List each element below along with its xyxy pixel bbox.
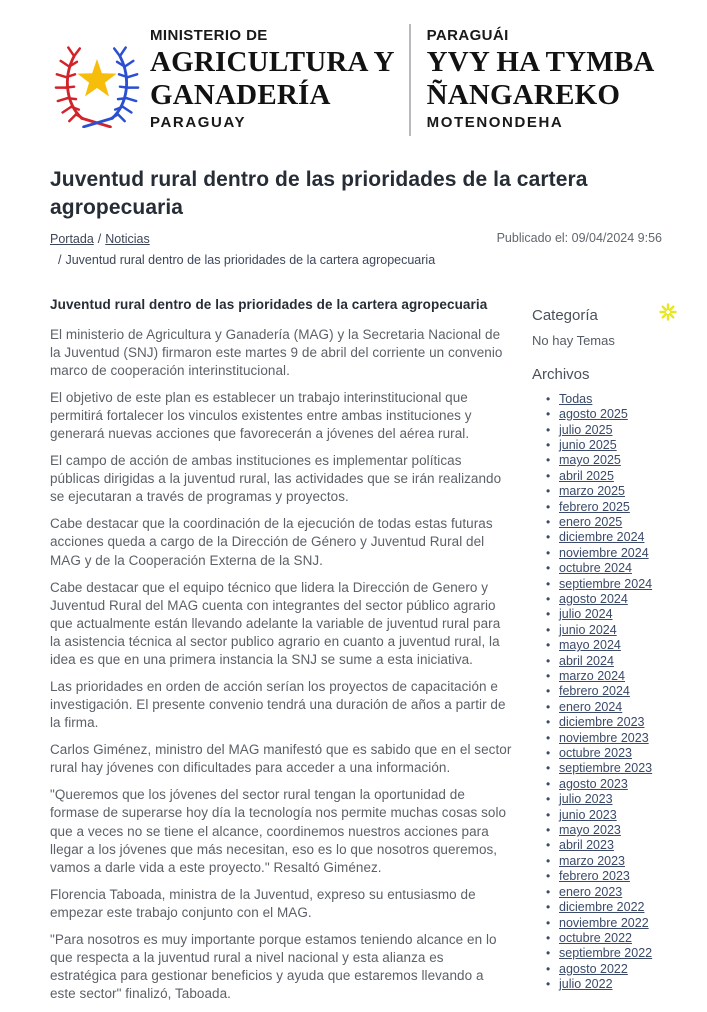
archive-list-item [532, 761, 682, 776]
article-heading: Juventud rural dentro de las prioridades de la cartera agropecuaria [50, 296, 488, 312]
archive-list-item [532, 407, 682, 422]
guarani-logo-text [427, 27, 655, 132]
archive-list-item [532, 484, 682, 499]
breadcrumb-line1 [50, 230, 435, 248]
archive-link[interactable]: marzo 2024 [559, 669, 626, 683]
logo-left-top: MINISTERIO DE [150, 27, 268, 45]
archive-list-item [532, 438, 682, 453]
logo-left-line2: GANADERÍA [150, 78, 331, 111]
star-icon [77, 59, 116, 97]
archive-link[interactable]: noviembre 2022 [559, 915, 649, 930]
archive-list-item [532, 977, 682, 992]
archive-list-item [532, 885, 682, 900]
article-paragraph: El objetivo de este plan es establecer un trabajo interinstitucional que permitirá fortalecer los vinculos existentes entre ambas instituciones y generará nuevas acciones que favorecerán a jóvenes del aérea rural. [50, 389, 472, 442]
archive-list-item [532, 715, 682, 730]
main-content [50, 297, 682, 1012]
archive-list-item [532, 869, 682, 884]
archive-link[interactable]: enero 2024 [559, 699, 623, 714]
archive-link[interactable]: marzo 2023 [559, 853, 626, 868]
breadcrumb-separator: / [97, 232, 102, 247]
archive-link[interactable]: diciembre 2022 [559, 900, 645, 915]
archive-list-item [532, 684, 682, 699]
archive-link[interactable]: julio 2023 [559, 792, 613, 807]
archive-link[interactable]: julio 2022 [559, 977, 613, 992]
article-paragraph: "Queremos que los jóvenes del sector rural tengan la oportunidad de formase de superarse hoy día la tecnología nos permite muchas cosas solo que a veces no se tiene el alcance, coordinemos nuestros acciones para llegar a los jóvenes que más necesitan, eso es lo que nosotros queremos, vamos a darle vida a este proyecto." Resaltó Giménez. [50, 787, 507, 875]
article-paragraph: Las prioridades en orden de acción serían los proyectos de capacitación e investigación. El presente convenio tendrá una duración de años a partir de la firma. [50, 679, 506, 731]
archive-list-item [532, 854, 682, 869]
archive-list-item [532, 700, 682, 715]
archive-list-item [532, 654, 682, 669]
logo-right-line2: ÑANGAREKO [426, 78, 621, 111]
archive-link[interactable]: octubre 2023 [559, 746, 632, 761]
sidebar [532, 297, 682, 1012]
archive-link[interactable]: agosto 2024 [559, 591, 628, 606]
archives-title: Archivos [532, 365, 590, 383]
archive-list-item [532, 838, 682, 853]
archive-link[interactable]: junio 2025 [559, 437, 617, 452]
archive-link[interactable]: septiembre 2024 [559, 576, 653, 591]
archive-list-item [532, 731, 682, 746]
archive-list-item [532, 808, 682, 823]
meta-row [50, 230, 662, 268]
page-title: Juventud rural dentro de las prioridades de la cartera agropecuaria [50, 168, 588, 219]
archive-list-item [532, 423, 682, 438]
archive-link[interactable]: febrero 2024 [559, 684, 630, 699]
article-paragraph: Cabe destacar que el equipo técnico que lidera la Dirección de Genero y Juventud Rural del MAG cuenta con integrantes del sector público agrario que actualmente están llevando adelante la variable de juventud rural para la asistencia técnica al sector publico agrario en cuanto a juventud rural, la idea es que en una primera instancia la SNJ se sume a esta iniciativa. [50, 579, 501, 667]
archive-list-item [532, 561, 682, 576]
archive-list [532, 392, 682, 993]
article-paragraph: El campo de acción de ambas instituciones es implementar políticas públicas dirigidas a la juventud rural, las actividades que se irán realizando se ejecutaran a través de programas y proyectos. [50, 453, 502, 505]
article-paragraph: Carlos Giménez, ministro del MAG manifestó que es sabido que en el sector rural hay jóvenes con dificultades para acceder a una información. [50, 742, 512, 776]
site-header [0, 0, 707, 136]
paraguay-coat-of-arms-icon [54, 32, 140, 128]
archive-list-item [532, 669, 682, 684]
breadcrumb-link-portada[interactable]: Portada [50, 232, 94, 247]
archive-link[interactable]: septiembre 2023 [559, 761, 653, 776]
article-paragraph: El ministerio de Agricultura y Ganadería (MAG) y la Secretaria Nacional de la Juventud (SNJ) firmaron este martes 9 de abril del corriente un convenio marco de cooperación interinstitucional. [50, 326, 503, 378]
archive-link[interactable]: julio 2025 [559, 422, 613, 437]
archive-list-item [532, 592, 682, 607]
breadcrumb-line2 [50, 251, 435, 269]
archive-link[interactable]: enero 2025 [559, 514, 623, 529]
archive-link[interactable]: octubre 2022 [559, 930, 632, 945]
archive-list-item [532, 900, 682, 915]
archive-list-item [532, 746, 682, 761]
article-paragraph: Florencia Taboada, ministra de la Juventud, expreso su entusiasmo de empezar este trabajo conjunto con el MAG. [50, 886, 476, 920]
logo-right-bottom: MOTENONDEHA [426, 113, 564, 131]
archive-link[interactable]: febrero 2025 [559, 499, 630, 514]
archive-link[interactable]: mayo 2024 [559, 638, 621, 653]
archive-link[interactable]: abril 2024 [559, 653, 614, 668]
archive-link[interactable]: agosto 2023 [559, 776, 628, 791]
ministry-logo-text [150, 27, 395, 132]
archive-list-item [532, 607, 682, 622]
archive-link[interactable]: abril 2023 [559, 838, 614, 853]
archive-list-item [532, 823, 682, 838]
category-empty-text: No hay Temas [532, 332, 615, 348]
archive-list-item [532, 515, 682, 530]
page-head [50, 166, 662, 269]
logo-left-line1: AGRICULTURA Y [150, 46, 395, 79]
logo-left-bottom: PARAGUAY [150, 113, 247, 131]
breadcrumb-link-noticias[interactable]: Noticias [105, 232, 150, 247]
archive-list-item [532, 931, 682, 946]
accessibility-asterisk-icon[interactable] [658, 302, 678, 322]
archive-list-item [532, 453, 682, 468]
article-body [50, 326, 512, 1004]
archive-list-item [532, 792, 682, 807]
archive-link[interactable]: diciembre 2024 [559, 530, 645, 545]
category-title: Categoría [532, 306, 598, 324]
archive-link[interactable]: Todas [559, 391, 593, 406]
archive-link[interactable]: junio 2023 [559, 807, 617, 822]
archive-list-item [532, 469, 682, 484]
archive-list-item [532, 638, 682, 653]
archive-list-item [532, 500, 682, 515]
archive-link[interactable]: agosto 2022 [559, 961, 628, 976]
archive-link[interactable]: octubre 2024 [559, 561, 632, 576]
archive-list-item [532, 530, 682, 545]
archive-link[interactable]: enero 2023 [559, 884, 623, 899]
archive-link[interactable]: febrero 2023 [559, 869, 630, 884]
logo-right-top: PARAGUÁI [426, 27, 509, 45]
article-paragraph: "Para nosotros es muy importante porque estamos teniendo alcance en lo que respecta a la juventud rural a nivel nacional y esta alianza es estratégica para gestionar beneficios y ayuda que estaremos llevando a este sector" finalizó, Taboada. [50, 931, 497, 1002]
archive-link[interactable]: septiembre 2022 [559, 946, 653, 961]
archive-list-item [532, 962, 682, 977]
archive-list-item [532, 623, 682, 638]
archive-list-item [532, 946, 682, 961]
archive-link[interactable]: junio 2024 [559, 622, 617, 637]
archive-list-item [532, 392, 682, 407]
breadcrumb [50, 230, 435, 268]
archive-link[interactable]: abril 2025 [559, 468, 614, 483]
article [50, 297, 512, 1012]
breadcrumb-separator: / [58, 252, 62, 267]
archive-link[interactable]: mayo 2025 [559, 453, 621, 468]
archive-link[interactable]: noviembre 2024 [559, 545, 649, 560]
archive-link[interactable]: diciembre 2023 [559, 715, 645, 730]
logo-divider [409, 24, 411, 136]
logo-right-line1: YVY HA TYMBA [426, 46, 655, 79]
published-date: Publicado el: 09/04/2024 9:56 [496, 231, 662, 246]
breadcrumb-current: Juventud rural dentro de las prioridades de la cartera agropecuaria [65, 252, 436, 267]
archive-list-item [532, 916, 682, 931]
archive-list-item [532, 546, 682, 561]
archive-link[interactable]: noviembre 2023 [559, 730, 649, 745]
archive-link[interactable]: marzo 2025 [559, 484, 626, 499]
archive-link[interactable]: julio 2024 [559, 607, 613, 622]
archive-link[interactable]: agosto 2025 [559, 407, 628, 422]
archive-list-item [532, 577, 682, 592]
archive-link[interactable]: mayo 2023 [559, 823, 621, 838]
article-paragraph: Cabe destacar que la coordinación de la ejecución de todas estas futuras acciones queda a cargo de la Dirección de Género y Juventud Rural del MAG y de la Cooperación Externa de la SNJ. [50, 516, 493, 568]
archive-list-item [532, 777, 682, 792]
